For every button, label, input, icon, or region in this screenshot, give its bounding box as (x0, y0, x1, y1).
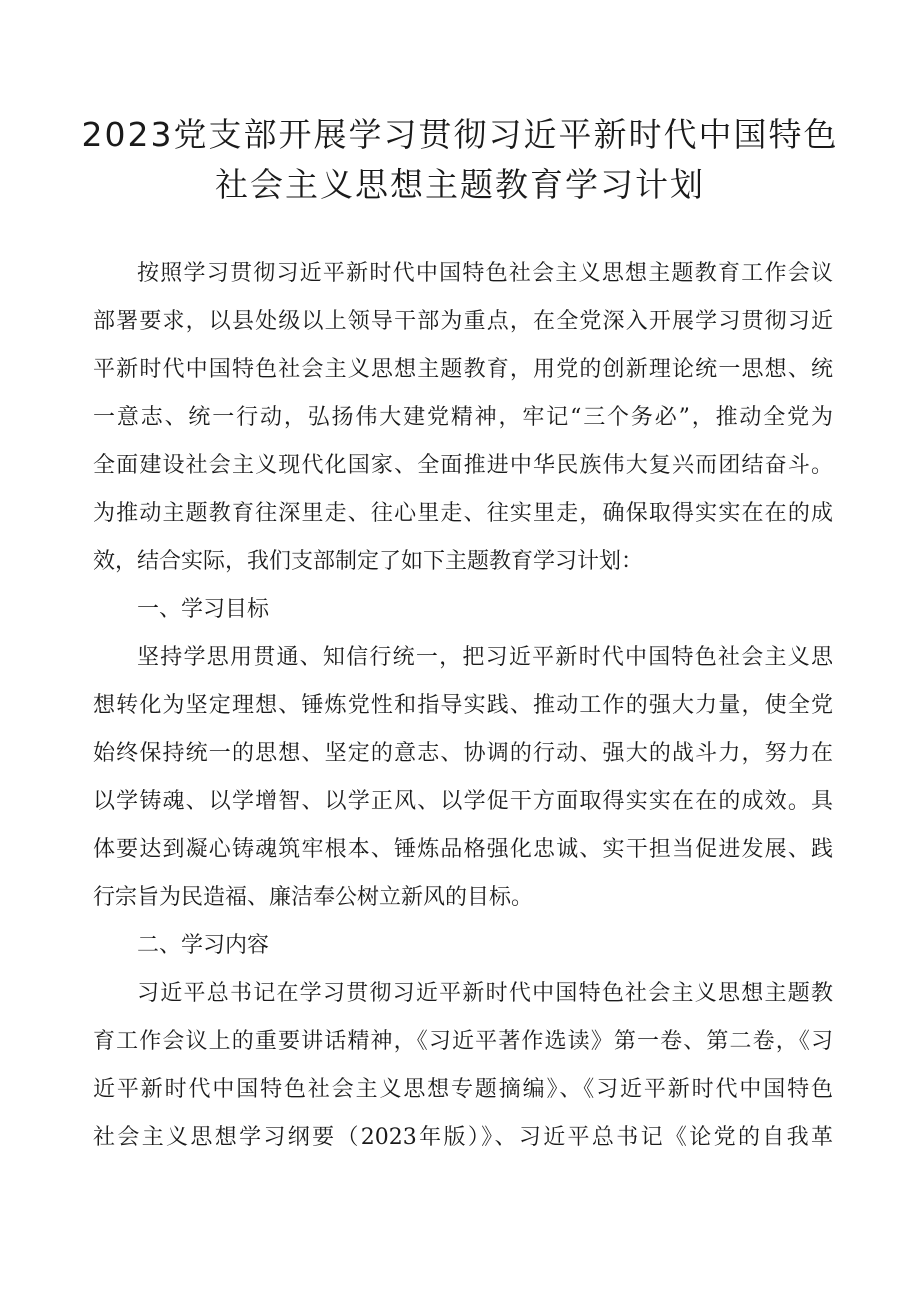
paragraph-line: 习近平总书记在学习贯彻习近平新时代中国特色社会主义思想主题教 (137, 981, 833, 1006)
paragraph-line: 坚持学思用贯通、知信行统一，把习近平新时代中国特色社会主义思 (137, 645, 833, 670)
paragraph-line: 全面建设社会主义现代化国家、全面推进中华民族伟大复兴而团结奋斗。 (93, 453, 833, 478)
paragraph-line: 为推动主题教育往深里走、往心里走、往实里走，确保取得实实在在的成 (93, 501, 833, 526)
paragraph-line: 想转化为坚定理想、锤炼党性和指导实践、推动工作的强大力量，使全党 (93, 693, 833, 718)
paragraph-line: 始终保持统一的思想、坚定的意志、协调的行动、强大的战斗力，努力在 (93, 741, 833, 766)
paragraph-line: 体要达到凝心铸魂筑牢根本、锤炼品格强化忠诚、实干担当促进发展、践 (93, 837, 833, 862)
paragraph-line: 近平新时代中国特色社会主义思想专题摘编》、《习近平新时代中国特色 (93, 1077, 833, 1102)
paragraph-line: 部署要求，以县处级以上领导干部为重点，在全党深入开展学习贯彻习近 (93, 309, 833, 334)
section-heading: 一、学习目标 (137, 597, 270, 622)
paragraph-line: 社会主义思想学习纲要（2023年版）》、习近平总书记《论党的自我革 (93, 1125, 833, 1150)
paragraph-line: 效，结合实际，我们支部制定了如下主题教育学习计划： (93, 549, 644, 574)
section-heading: 二、学习内容 (137, 933, 270, 958)
paragraph-line: 行宗旨为民造福、廉洁奉公树立新风的目标。 (93, 885, 534, 910)
paragraph-line: 平新时代中国特色社会主义思想主题教育，用党的创新理论统一思想、统 (93, 357, 833, 382)
paragraph-line: 以学铸魂、以学增智、以学正风、以学促干方面取得实实在在的成效。具 (93, 789, 833, 814)
paragraph-line: 按照学习贯彻习近平新时代中国特色社会主义思想主题教育工作会议 (137, 261, 833, 286)
document-title (60, 110, 860, 210)
document-body (93, 256, 833, 1168)
title-line: 2023党支部开展学习贯彻习近平新时代中国特色 (81, 115, 839, 154)
title-line: 社会主义思想主题教育学习计划 (215, 165, 705, 204)
paragraph-line: 一意志、统一行动，弘扬伟大建党精神，牢记“三个务必”，推动全党为 (93, 405, 833, 430)
paragraph-line: 育工作会议上的重要讲话精神，《习近平著作选读》第一卷、第二卷，《习 (93, 1029, 833, 1054)
